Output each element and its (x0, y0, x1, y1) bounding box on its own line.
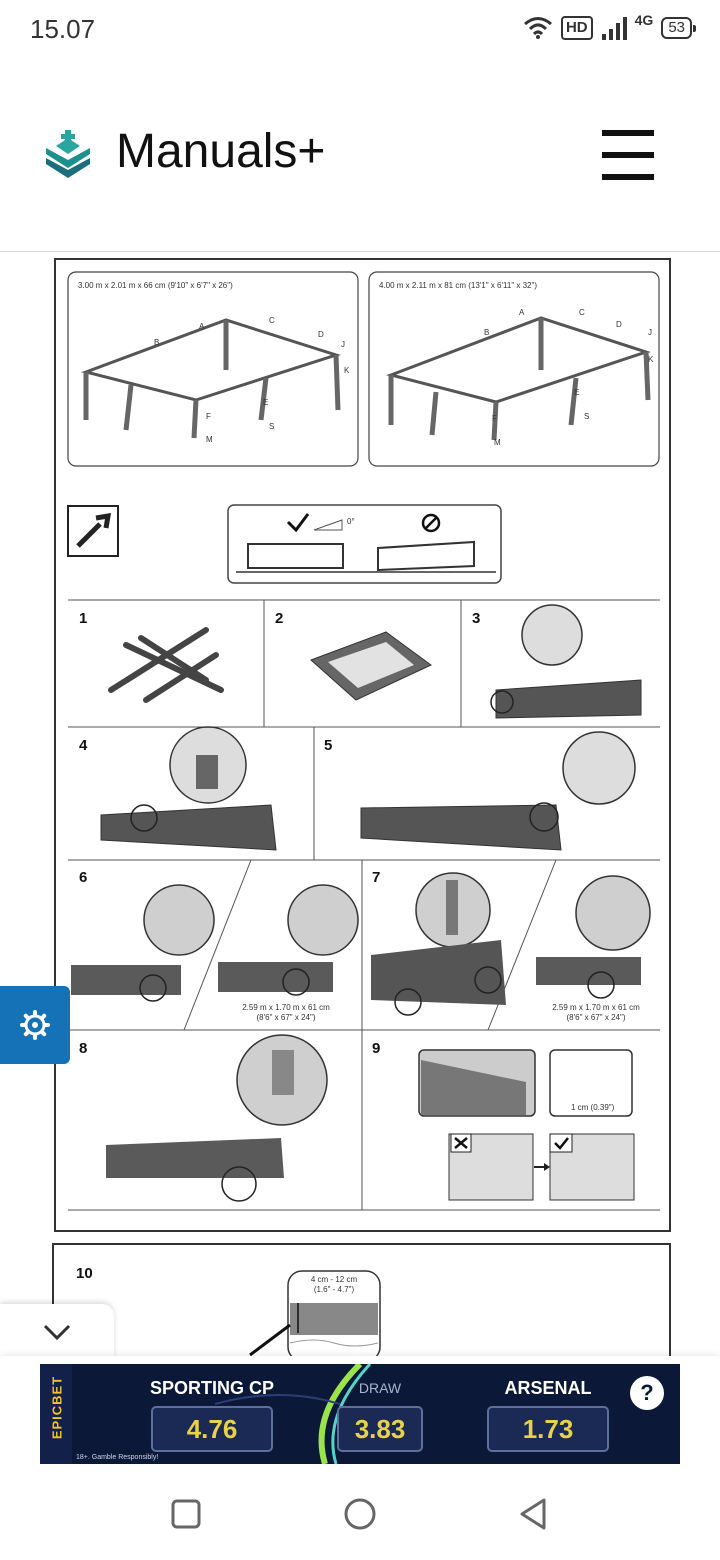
hd-badge: HD (561, 16, 593, 40)
step-7: 7 (372, 869, 381, 886)
part-label: M (494, 438, 501, 447)
step-1: 1 (79, 610, 88, 627)
draw-odds-button[interactable]: 3.83 (337, 1406, 423, 1452)
system-nav-bar (0, 1464, 720, 1560)
part-label: D (318, 330, 324, 339)
network-type: 4G (634, 12, 654, 28)
hamburger-icon-line (602, 152, 654, 158)
site-brand[interactable]: Manuals+ (116, 125, 326, 178)
part-label: S (269, 422, 275, 431)
header-divider (0, 251, 720, 252)
battery-indicator: 53 (661, 17, 692, 39)
status-icons (523, 12, 692, 44)
step7-caption-line1: 2.59 m x 1.70 m x 61 cm (552, 1003, 640, 1012)
ad-help-button[interactable]: ? (630, 1376, 664, 1410)
site-header (0, 100, 720, 250)
away-team: ARSENAL (504, 1378, 592, 1398)
step6-caption-line1: 2.59 m x 1.70 m x 61 cm (242, 1003, 330, 1012)
step6-caption-line2: (8'6" x 67" x 24") (256, 1013, 316, 1022)
step-5: 5 (324, 737, 333, 754)
manual-page-image (54, 258, 671, 1232)
step6-caption (216, 1003, 356, 1023)
gear-icon (20, 1010, 50, 1040)
ad-banner[interactable] (40, 1364, 680, 1464)
part-label: B (154, 338, 160, 347)
part-label: F (492, 414, 497, 423)
part-label: E (263, 398, 269, 407)
wifi-icon (523, 16, 553, 40)
pool-size-small: 3.00 m x 2.01 m x 66 cm (9'10" x 6'7" x 26") (78, 281, 233, 290)
away-odds-button[interactable]: 1.73 (487, 1406, 609, 1452)
step-8: 8 (79, 1040, 88, 1057)
status-bar (0, 0, 720, 58)
home-odds-button[interactable]: 4.76 (151, 1406, 273, 1452)
manual-drawings (56, 260, 673, 1234)
chevron-down-icon (42, 1322, 72, 1342)
step7-caption-line2: (8'6" x 67" x 24") (566, 1013, 626, 1022)
ad-brand: EPICBET (49, 1375, 65, 1440)
collapse-ad-button[interactable] (0, 1304, 114, 1360)
circle-icon[interactable] (340, 1494, 380, 1534)
part-label: C (269, 316, 275, 325)
step-2: 2 (275, 610, 284, 627)
part-label: E (574, 388, 580, 397)
ad-container (0, 1356, 720, 1464)
part-label: C (579, 308, 585, 317)
step10-depth (290, 1275, 378, 1295)
step-9: 9 (372, 1040, 381, 1057)
manuals-logo-icon[interactable] (42, 130, 94, 182)
triangle-back-icon[interactable] (514, 1494, 554, 1534)
hamburger-icon-line (602, 174, 654, 180)
manual-page-2-image (52, 1243, 671, 1373)
part-label: K (648, 355, 654, 364)
step-10: 10 (76, 1265, 93, 1282)
hamburger-menu-button[interactable] (602, 130, 654, 180)
step-4: 4 (79, 737, 88, 754)
square-icon[interactable] (166, 1494, 206, 1534)
ad-disclaimer: 18+. Gamble Responsibly! (76, 1454, 159, 1461)
level-angle: 0° (347, 517, 355, 526)
step9-depth: 1 cm (0.39") (571, 1103, 615, 1112)
part-label: A (199, 322, 205, 331)
part-label: J (648, 328, 652, 337)
draw-label: DRAW (358, 1380, 402, 1396)
home-team: SPORTING CP (149, 1378, 274, 1398)
part-label: S (584, 412, 590, 421)
step-3: 3 (472, 610, 481, 627)
part-label: F (206, 412, 211, 421)
part-label: B (484, 328, 490, 337)
step7-caption (526, 1003, 666, 1023)
hamburger-icon (602, 130, 654, 136)
step10-depth-line1: 4 cm - 12 cm (310, 1275, 358, 1284)
part-label: K (344, 366, 350, 375)
part-label: M (206, 435, 213, 444)
part-label: D (616, 320, 622, 329)
part-label: J (341, 340, 345, 349)
settings-button[interactable] (0, 986, 70, 1064)
signal-icon (601, 16, 627, 40)
part-label: A (519, 308, 525, 317)
step10-depth-line2: (1.6" - 4.7") (313, 1285, 355, 1294)
step10-drawing (54, 1245, 671, 1373)
step-6: 6 (79, 869, 88, 886)
pool-size-large: 4.00 m x 2.11 m x 81 cm (13'1" x 6'11" x 32") (379, 281, 538, 290)
status-time: 15.07 (30, 14, 96, 44)
